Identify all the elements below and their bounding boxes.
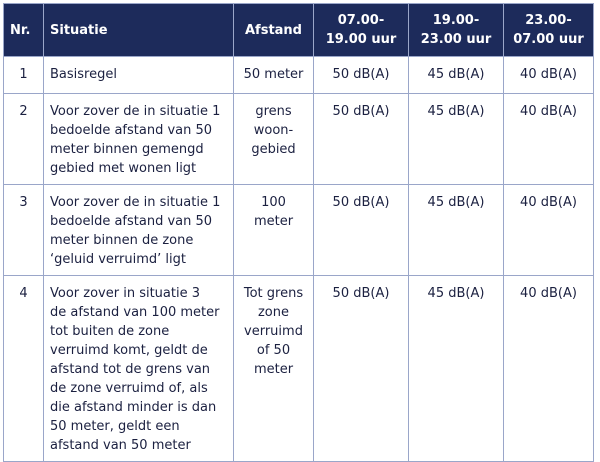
table-row bbox=[4, 185, 594, 276]
afstand-line: meter bbox=[253, 362, 294, 377]
situatie-line: ‘geluid verruimd’ ligt bbox=[50, 252, 186, 267]
situatie-line: meter binnen gemengd bbox=[50, 142, 204, 157]
table-row bbox=[4, 57, 594, 94]
cell-nacht: 40 dB(A) bbox=[504, 57, 594, 94]
situatie-line: Voor zover de in situatie 1 bbox=[50, 104, 221, 119]
table-row bbox=[4, 276, 594, 462]
cell-nacht: 40 dB(A) bbox=[504, 276, 594, 462]
cell-avond: 45 dB(A) bbox=[409, 94, 504, 185]
cell-situatie bbox=[44, 57, 234, 94]
cell-dag: 50 dB(A) bbox=[314, 276, 409, 462]
cell-dag: 50 dB(A) bbox=[314, 57, 409, 94]
situatie-line: afstand van 50 meter bbox=[50, 438, 191, 453]
cell-nacht: 40 dB(A) bbox=[504, 94, 594, 185]
table-row bbox=[4, 94, 594, 185]
header-avond-line-2: 23.00 uur bbox=[420, 32, 492, 47]
table-body bbox=[4, 57, 594, 462]
afstand-line: verruimd bbox=[244, 324, 303, 339]
cell-avond: 45 dB(A) bbox=[409, 185, 504, 276]
situatie-line: Voor zover in situatie 3 bbox=[50, 286, 200, 301]
cell-situatie bbox=[44, 276, 234, 462]
noise-limits-table bbox=[3, 3, 594, 462]
situatie-line: bedoelde afstand van 50 bbox=[50, 123, 213, 138]
cell-nr: 4 bbox=[4, 276, 44, 462]
cell-situatie bbox=[44, 94, 234, 185]
situatie-line: de afstand van 100 meter bbox=[50, 305, 220, 320]
situatie-line: meter binnen de zone bbox=[50, 233, 194, 248]
header-situatie: Situatie bbox=[44, 4, 234, 57]
afstand-line: 50 meter bbox=[243, 67, 304, 82]
situatie-line: tot buiten de zone bbox=[50, 324, 170, 339]
cell-dag: 50 dB(A) bbox=[314, 185, 409, 276]
header-nacht-line-1: 23.00- bbox=[525, 13, 572, 28]
situatie-line: bedoelde afstand van 50 bbox=[50, 214, 213, 229]
header-dag-line-1: 07.00- bbox=[337, 13, 385, 28]
header-row bbox=[4, 4, 594, 57]
cell-situatie bbox=[44, 185, 234, 276]
cell-afstand bbox=[234, 276, 314, 462]
situatie-line: die afstand minder is dan bbox=[50, 400, 217, 415]
situatie-line: de zone verruimd of, als bbox=[50, 381, 208, 396]
afstand-line: gebied bbox=[251, 142, 296, 157]
table-header bbox=[4, 4, 594, 57]
situatie-line: afstand tot de grens van bbox=[50, 362, 211, 377]
situatie-line: 50 meter, geldt een bbox=[50, 419, 180, 434]
cell-nr: 1 bbox=[4, 57, 44, 94]
afstand-line: meter bbox=[253, 214, 294, 229]
situatie-line: Voor zover de in situatie 1 bbox=[50, 195, 221, 210]
cell-avond: 45 dB(A) bbox=[409, 57, 504, 94]
cell-afstand bbox=[234, 57, 314, 94]
afstand-line: grens bbox=[255, 104, 292, 119]
cell-avond: 45 dB(A) bbox=[409, 276, 504, 462]
afstand-line: zone bbox=[257, 305, 289, 320]
header-nacht-line-2: 07.00 uur bbox=[513, 32, 584, 47]
cell-afstand bbox=[234, 185, 314, 276]
afstand-line: woon- bbox=[253, 123, 294, 138]
header-avond-line-1: 19.00- bbox=[432, 13, 480, 28]
header-nacht bbox=[504, 4, 594, 57]
afstand-line: of 50 bbox=[256, 343, 291, 358]
afstand-line: Tot grens bbox=[243, 286, 304, 301]
cell-nacht: 40 dB(A) bbox=[504, 185, 594, 276]
cell-afstand bbox=[234, 94, 314, 185]
situatie-line: verruimd komt, geldt de bbox=[50, 343, 208, 358]
header-afstand: Afstand bbox=[234, 4, 314, 57]
header-avond bbox=[409, 4, 504, 57]
header-nr: Nr. bbox=[4, 4, 44, 57]
cell-nr: 3 bbox=[4, 185, 44, 276]
situatie-line: gebied met wonen ligt bbox=[50, 161, 197, 176]
situatie-line: Basisregel bbox=[50, 67, 117, 82]
header-dag bbox=[314, 4, 409, 57]
header-dag-line-2: 19.00 uur bbox=[325, 32, 397, 47]
cell-nr: 2 bbox=[4, 94, 44, 185]
afstand-line: 100 bbox=[261, 195, 286, 210]
cell-dag: 50 dB(A) bbox=[314, 94, 409, 185]
